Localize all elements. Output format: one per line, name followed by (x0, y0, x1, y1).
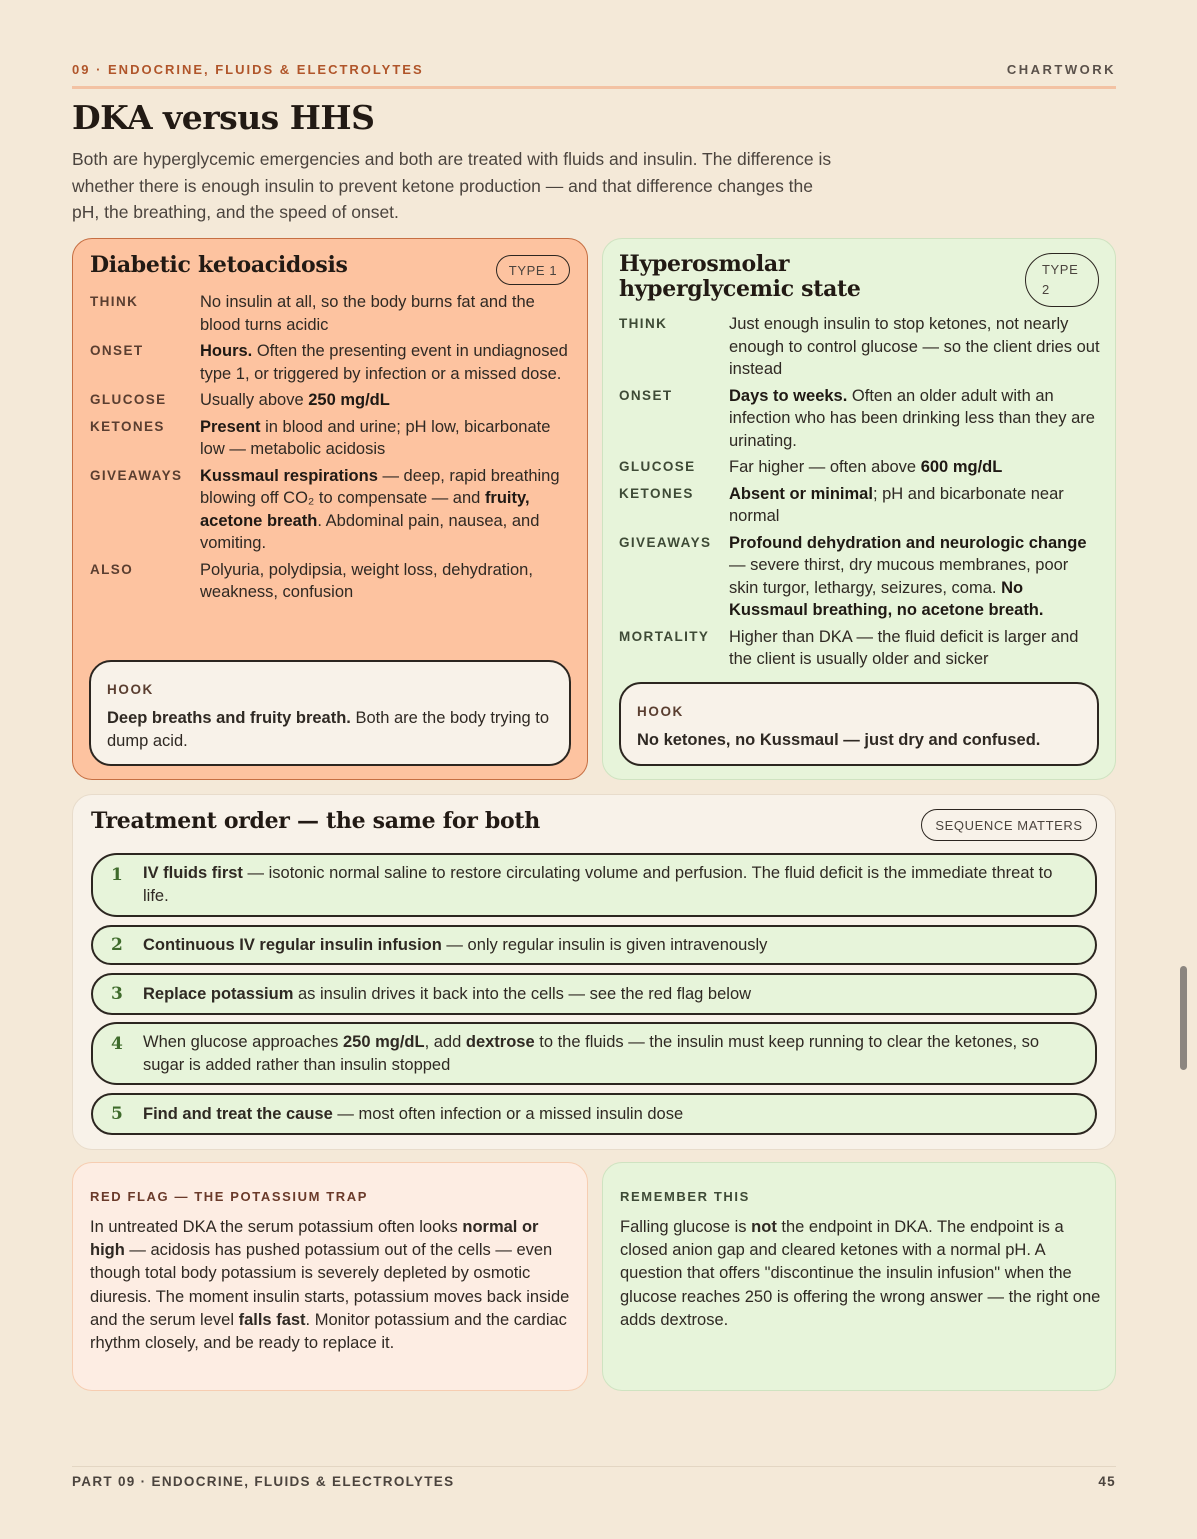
hhs-row-value: Profound dehydration and neurologic change — severe thirst, dry mucous membranes, poor skin turgor, lethargy, seizures, coma. No Kussmaul breathing, no acetone breath. (729, 533, 1087, 619)
intro-paragraph: Both are hyperglycemic emergencies and both are treated with fluids and insulin. The difference is whether there is enough insulin to prevent ketone production — and that difference changes the pH, the breathing, and the speed of onset. (72, 149, 832, 222)
hhs-row-key: MORTALITY (619, 628, 710, 644)
hhs-title-line2: hyperglycemic state (619, 276, 861, 302)
hhs-card (602, 238, 1116, 780)
dka-row-value: Polyuria, polydipsia, weight loss, dehydration, weakness, confusion (200, 560, 533, 601)
red-flag-card (72, 1162, 588, 1391)
dka-hook-label: HOOK (107, 682, 154, 697)
dka-type-badge: TYPE 1 (496, 255, 570, 285)
dka-title: Diabetic ketoacidosis (90, 252, 348, 278)
step-number: 3 (111, 984, 123, 1004)
step-text: Replace potassium as insulin drives it back into the cells — see the red flag below (143, 984, 752, 1003)
hhs-title-line1: Hyperosmolar (619, 251, 790, 277)
step-number: 4 (111, 1034, 123, 1054)
step-text: IV fluids first — isotonic normal saline to restore circulating volume and perfusion. The fluid deficit is the immediate threat to life. (143, 864, 1053, 905)
hhs-row-key: ONSET (619, 387, 673, 403)
hhs-row (619, 456, 1101, 479)
hhs-row-key: GLUCOSE (619, 459, 696, 474)
dka-row-key: ONSET (90, 343, 144, 358)
header-divider (72, 86, 1116, 89)
page-footer (72, 1474, 1116, 1489)
dka-row-value: Kussmaul respirations — deep, rapid breathing blowing off CO₂ to compensate — and fruity, acetone breath. Abdominal pain, nausea, and vomiting. (200, 466, 560, 552)
hhs-row-value: Just enough insulin to stop ketones, not nearly enough to control glucose — so the client dries out instead (729, 315, 1100, 378)
dka-hook-text: Deep breaths and fruity breath. Both are the body trying to dump acid. (107, 709, 550, 750)
hhs-row (619, 532, 1101, 622)
dka-hook (89, 660, 571, 766)
dka-row-key: KETONES (90, 418, 165, 434)
step-text: Find and treat the cause — most often infection or a missed insulin dose (143, 1104, 684, 1123)
page-number: 45 (1098, 1474, 1116, 1489)
hhs-row-key: KETONES (619, 485, 694, 501)
hhs-badge-line1: TYPE (1042, 262, 1079, 277)
hhs-hook-text: No ketones, no Kussmaul — just dry and confused. (637, 731, 1041, 749)
treatment-title: Treatment order — the same for both (91, 808, 540, 834)
red-flag-text: In untreated DKA the serum potassium often looks normal or high — acidosis has pushed potassium out of the cells — even though total body potassium is severely depleted by osmotic diuresis. The moment insulin starts, potassium moves back inside and the serum level falls fast. Monitor potassium and the cardiac rhythm closely, and be ready to replace it. (90, 1218, 570, 1353)
treatment-step (91, 973, 1097, 1015)
dka-row (90, 340, 570, 385)
hhs-row-value: Far higher — often above 600 mg/dL (729, 458, 1003, 476)
dka-row (90, 416, 570, 461)
dka-row-key: ALSO (90, 561, 134, 577)
treatment-step (91, 1022, 1097, 1085)
hhs-hook (619, 682, 1099, 766)
remember-label: REMEMBER THIS (620, 1189, 750, 1204)
dka-row-value: Usually above 250 mg/dL (200, 391, 390, 409)
remember-text: Falling glucose is not the endpoint in DKA. The endpoint is a closed anion gap and cleared ketones with a normal pH. A question that offers "discontinue the insulin infusion" when the glucose reaches 250 is offering the wrong answer — the right one adds dextrose. (620, 1218, 1101, 1329)
red-flag-label: RED FLAG — THE POTASSIUM TRAP (90, 1189, 368, 1204)
hhs-row (619, 626, 1101, 671)
hhs-row (619, 313, 1101, 381)
step-number: 1 (111, 865, 123, 885)
step-text: When glucose approaches 250 mg/dL, add dextrose to the fluids — the insulin must keep running to clear the ketones, so sugar is added rather than insulin stopped (143, 1032, 1040, 1074)
hhs-row-value: Higher than DKA — the fluid deficit is larger and the client is usually older and sicker (729, 627, 1079, 668)
hhs-row (619, 385, 1101, 453)
hhs-rows (619, 313, 1101, 675)
step-text: Continuous IV regular insulin infusion — only regular insulin is given intravenously (143, 935, 768, 954)
dka-row-key: THINK (90, 294, 139, 309)
section-label: 09 · ENDOCRINE, FLUIDS & ELECTROLYTES (72, 62, 424, 77)
footer-part: PART 09 · ENDOCRINE, FLUIDS & ELECTROLYTES (72, 1474, 455, 1489)
dka-row (90, 465, 570, 555)
footer-divider (72, 1466, 1116, 1467)
dka-row-value: No insulin at all, so the body burns fat and the blood turns acidic (200, 293, 535, 334)
treatment-card (72, 794, 1116, 1150)
hhs-hook-label: HOOK (637, 704, 684, 719)
treatment-step (91, 1093, 1097, 1135)
hhs-row-key: THINK (619, 316, 668, 331)
dka-row-value: Hours. Often the presenting event in undiagnosed type 1, or triggered by infection or a missed dose. (200, 342, 568, 383)
dka-rows (90, 291, 570, 608)
hhs-type-badge (1025, 253, 1099, 307)
hhs-row-value: Absent or minimal; pH and bicarbonate near normal (729, 484, 1064, 525)
treatment-step (91, 853, 1097, 917)
treatment-step (91, 925, 1097, 965)
dka-row (90, 291, 570, 336)
running-header (72, 62, 1116, 77)
dka-row-key: GLUCOSE (90, 392, 167, 407)
hhs-title (619, 252, 919, 302)
step-number: 2 (111, 935, 123, 955)
scrollbar-thumb[interactable] (1180, 966, 1187, 1070)
dka-row (90, 559, 570, 604)
hhs-row-key: GIVEAWAYS (619, 534, 712, 550)
dka-row (90, 389, 570, 412)
dka-card (72, 238, 588, 780)
dka-row-value: Present in blood and urine; pH low, bicarbonate low — metabolic acidosis (200, 417, 551, 458)
brand-label: CHARTWORK (1006, 62, 1116, 77)
hhs-row-value: Days to weeks. Often an older adult with an infection who has been drinking less than they are urinating. (729, 386, 1095, 450)
sequence-badge: SEQUENCE MATTERS (921, 809, 1097, 841)
dka-row-key: GIVEAWAYS (90, 467, 183, 483)
hhs-row (619, 483, 1101, 528)
hhs-badge-line2: 2 (1042, 282, 1050, 297)
page-title: DKA versus HHS (72, 98, 375, 137)
remember-card (602, 1162, 1116, 1391)
step-number: 5 (111, 1104, 123, 1124)
